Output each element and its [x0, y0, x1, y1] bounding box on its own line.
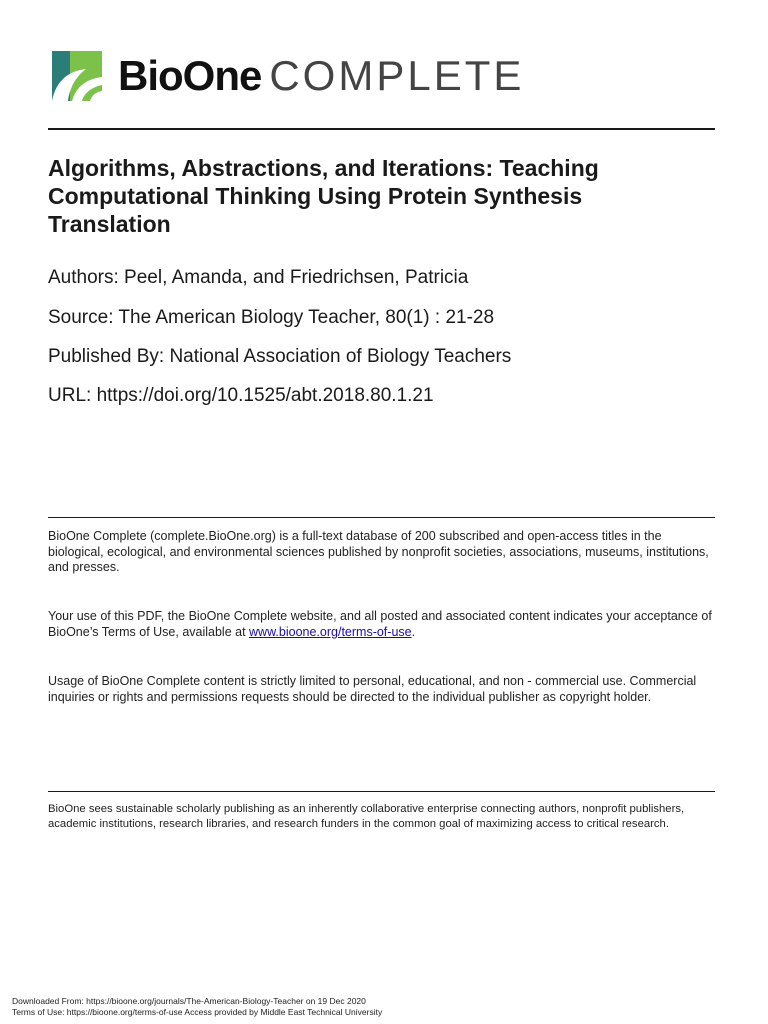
mission-statement: BioOne sees sustainable scholarly publishing as an inherently collaborative enterprise connecting authors, nonprofit publishers, academic institutions, research libraries, and research funders in the common goal of maximizing access to critical research.: [48, 803, 685, 830]
brand-name: BioOne: [118, 52, 262, 99]
header-divider: [48, 128, 715, 130]
article-title: Algorithms, Abstractions, and Iterations: Teaching Computational Thinking Using Protein Synthesis Translation: [48, 155, 599, 237]
terms-of-use-line: Terms of Use: https://bioone.org/terms-of-use Access provided by Middle East Technical University: [12, 1006, 383, 1017]
article-source: Source: The American Biology Teacher, 80(1) : 21-28: [48, 307, 495, 328]
notice-divider: [48, 517, 715, 518]
terms-notice: [48, 609, 713, 640]
article-publisher: Published By: National Association of Biology Teachers: [48, 346, 512, 367]
terms-of-use-link[interactable]: www.bioone.org/terms-of-use: [249, 624, 412, 639]
article-url[interactable]: URL: https://doi.org/10.1525/abt.2018.80.1.21: [48, 385, 434, 406]
download-footer: [12, 996, 382, 1017]
bioone-logo: [52, 50, 524, 102]
bioone-leaf-logo-icon: [52, 51, 102, 101]
database-notice: BioOne Complete (complete.BioOne.org) is a full-text database of 200 subscribed and open-access titles in the biological, ecological, and environmental sciences published by nonprofit societies, associations, museums, institutions, and presses.: [48, 529, 709, 574]
terms-text: Your use of this PDF, the BioOne Complete website, and all posted and associated content indicates your acceptance of BioOne’s Terms of Use, available at: [48, 609, 712, 639]
brand-product: COMPLETE: [269, 52, 525, 99]
brand-wordmark: [118, 52, 525, 99]
mission-divider: [48, 791, 715, 792]
terms-suffix: .: [411, 624, 416, 639]
downloaded-from-line: Downloaded From: https://bioone.org/journals/The-American-Biology-Teacher on 19 Dec 2020: [12, 996, 366, 1006]
usage-notice: Usage of BioOne Complete content is strictly limited to personal, educational, and non - commercial use. Commercial inquiries or rights and permissions requests should be directed to the individual publisher as copyright holder.: [48, 674, 697, 704]
article-authors: Authors: Peel, Amanda, and Friedrichsen, Patricia: [48, 267, 469, 288]
